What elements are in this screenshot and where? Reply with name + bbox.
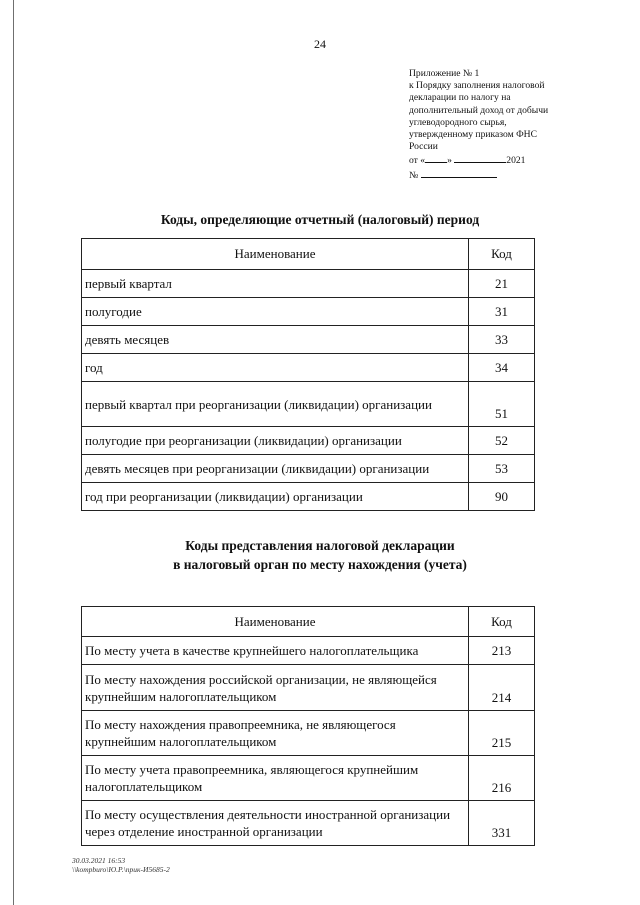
table-row — [82, 711, 535, 756]
appendix-line: России — [409, 141, 438, 153]
table-row — [82, 637, 535, 665]
row-code: 34 — [469, 354, 535, 382]
day-blank — [425, 153, 447, 163]
table-row — [82, 801, 535, 846]
row-code: 33 — [469, 326, 535, 354]
appendix-line: углеводородного сырья, — [409, 116, 507, 128]
row-code: 331 — [469, 801, 535, 846]
row-code: 53 — [469, 455, 535, 483]
number-prefix: № — [409, 169, 419, 181]
row-name: По месту нахождения правопреемника, не являющегося крупнейшим налогоплательщиком — [82, 711, 469, 756]
column-header-name: Наименование — [82, 607, 469, 637]
row-code: 52 — [469, 427, 535, 455]
row-code: 214 — [469, 665, 535, 711]
row-code: 90 — [469, 483, 535, 511]
row-name: девять месяцев — [82, 326, 469, 354]
table-header-row — [82, 607, 535, 637]
month-blank — [454, 153, 506, 163]
appendix-block — [409, 68, 599, 182]
row-name: первый квартал при реорганизации (ликвидации) организации — [82, 382, 469, 427]
date-mid: » — [447, 155, 452, 167]
row-name: год — [82, 354, 469, 382]
row-code: 31 — [469, 298, 535, 326]
table-row — [82, 665, 535, 711]
table-row — [82, 427, 535, 455]
row-name: год при реорганизации (ликвидации) организации — [82, 483, 469, 511]
row-code: 51 — [469, 382, 535, 427]
number-blank — [421, 168, 497, 178]
table2-title-line1: Коды представления налоговой декларации — [185, 538, 455, 553]
page-number: 24 — [314, 37, 326, 51]
row-name: По месту нахождения российской организации, не являющейся крупнейшим налогоплательщиком — [82, 665, 469, 711]
appendix-line: к Порядку заполнения налоговой — [409, 80, 545, 92]
column-header-code: Код — [469, 607, 535, 637]
row-code: 216 — [469, 756, 535, 801]
date-prefix: от « — [409, 155, 426, 167]
row-name: девять месяцев при реорганизации (ликвидации) организации — [82, 455, 469, 483]
table-header-row — [82, 239, 535, 270]
row-name: полугодие при реорганизации (ликвидации) организации — [82, 427, 469, 455]
appendix-line: декларации по налогу на — [409, 92, 511, 104]
column-header-code: Код — [469, 239, 535, 270]
period-codes-table — [81, 238, 535, 511]
column-header-name: Наименование — [82, 239, 469, 270]
row-name: По месту учета правопреемника, являющегося крупнейшим налогоплательщиком — [82, 756, 469, 801]
appendix-number-line — [409, 168, 599, 182]
appendix-line: дополнительный доход от добычи — [409, 104, 549, 116]
row-name: первый квартал — [82, 270, 469, 298]
table1-title: Коды, определяющие отчетный (налоговый) период — [160, 212, 480, 227]
appendix-line: Приложение № 1 — [409, 68, 480, 79]
date-year: 2021 — [506, 155, 526, 167]
footer-stamp — [72, 856, 170, 874]
footer-line2: \\kompburo\Ю.Р.\npuк-И5685-2 — [72, 865, 170, 874]
appendix-date-line — [409, 153, 599, 167]
footer-line1: 30.03.2021 16:53 — [72, 856, 126, 865]
row-code: 21 — [469, 270, 535, 298]
table2-title — [0, 536, 640, 574]
row-code: 215 — [469, 711, 535, 756]
table2-title-line2: в налоговый орган по месту нахождения (учета) — [173, 557, 467, 572]
table-row — [82, 382, 535, 427]
table-row — [82, 483, 535, 511]
table-row — [82, 455, 535, 483]
appendix-line: утвержденному приказом ФНС — [409, 129, 537, 141]
row-code: 213 — [469, 637, 535, 665]
row-name: По месту осуществления деятельности иностранной организации через отделение иностранной организации — [82, 801, 469, 846]
table-row — [82, 298, 535, 326]
row-name: По месту учета в качестве крупнейшего налогоплательщика — [82, 637, 469, 665]
row-name: полугодие — [82, 298, 469, 326]
table-row — [82, 270, 535, 298]
table-row — [82, 756, 535, 801]
table-row — [82, 326, 535, 354]
submission-codes-table — [81, 606, 535, 846]
table-row — [82, 354, 535, 382]
